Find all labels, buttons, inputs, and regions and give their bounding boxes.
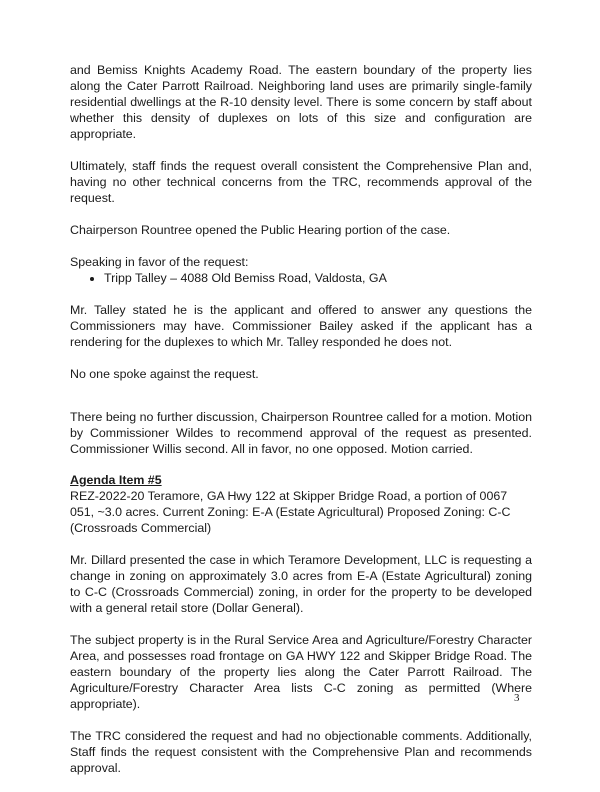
list-item: • Tripp Talley – 4088 Old Bemiss Road, Valdosta, GA bbox=[104, 270, 532, 286]
paragraph-trc-findings: The TRC considered the request and had no objectionable comments. Additionally, Staff finds the request consistent with the Comprehensive Plan and recommends approval. bbox=[70, 729, 532, 775]
page-content bbox=[70, 62, 532, 792]
agenda-item-heading: Agenda Item #5 bbox=[70, 473, 162, 487]
paragraph-applicant-statement: Mr. Talley stated he is the applicant and offered to answer any questions the Commissioners may have. Commissioner Bailey asked if the applicant has a rendering for the duplexes to which Mr. Talley responded he does not. bbox=[70, 303, 532, 349]
paragraph-opposition: No one spoke against the request. bbox=[70, 367, 259, 381]
agenda-item-case-line: REZ-2022-20 Teramore, GA Hwy 122 at Skipper Bridge Road, a portion of 0067 051, ~3.0 acres. Current Zoning: E-A (Estate Agricultural) Proposed Zoning: C-C (Crossroads Commercial) bbox=[70, 489, 511, 535]
page-number: 3 bbox=[514, 692, 520, 704]
paragraph-public-hearing: Chairperson Rountree opened the Public Hearing portion of the case. bbox=[70, 223, 451, 237]
favor-label: Speaking in favor of the request: bbox=[70, 255, 249, 269]
paragraph-subject-property: The subject property is in the Rural Service Area and Agriculture/Forestry Character Area, and possesses road frontage on GA HWY 122 and Skipper Bridge Road. The eastern boundary of the property lies along the Cater Parrott Railroad. The Agriculture/Forestry Character Area lists C-C zoning as permitted (Where appropriate). bbox=[70, 633, 532, 711]
paragraph-staff-recommendation: Ultimately, staff finds the request overall consistent the Comprehensive Plan and, having no other technical concerns from the TRC, recommends approval of the request. bbox=[70, 159, 532, 205]
favor-list bbox=[70, 270, 532, 286]
paragraph-staff-concern: and Bemiss Knights Academy Road. The eastern boundary of the property lies along the Cater Parrott Railroad. Neighboring land uses are primarily single-family residential dwellings at the R-10 density level. There is some concern by staff about whether this density of duplexes on lots of this size and configuration are appropriate. bbox=[70, 63, 532, 141]
paragraph-motion: There being no further discussion, Chairperson Rountree called for a motion. Motion by Commissioner Wildes to recommend approval of the request as presented. Commissioner Willis second. All in favor, no one opposed. Motion carried. bbox=[70, 410, 532, 456]
paragraph-case-presentation: Mr. Dillard presented the case in which Teramore Development, LLC is requesting a change in zoning on approximately 3.0 acres from E-A (Estate Agricultural) zoning to C-C (Crossroads Commercial) zoning, in order for the property to be developed with a general retail store (Dollar General). bbox=[70, 553, 532, 615]
